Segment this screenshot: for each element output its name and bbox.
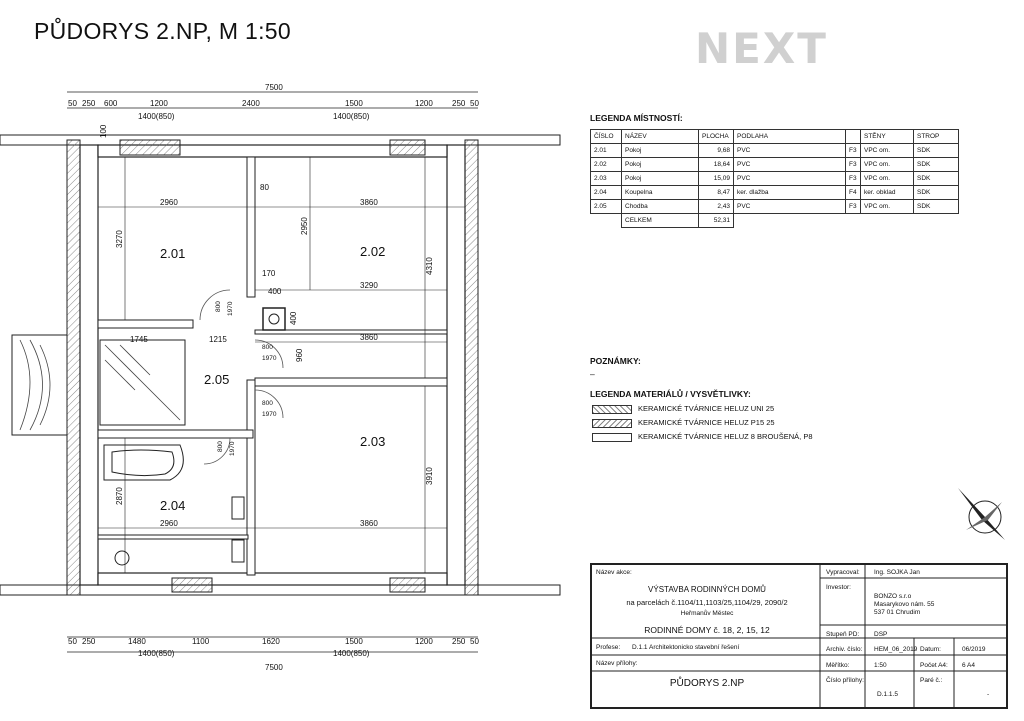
door-label: 1970 [229,441,236,456]
cell: VPC om. [861,200,914,214]
meritko-label: Měřítko: [826,662,850,669]
cell: Koupelna [622,186,699,200]
door-label: 800 [217,441,224,452]
dim-bottom: 1500 [345,637,363,646]
profese-label: Profese: [596,644,621,651]
formaty-label: Počet A4: [920,662,948,669]
room-label-2.02: 2.02 [360,244,386,259]
legend-header: ČÍSLO [591,130,622,144]
datum-value: 06/2019 [962,646,986,653]
legend-header: STĚNY [861,130,914,144]
dim-inner: 3270 [115,230,124,248]
cell: Pokoj [622,144,699,158]
dim-top: 1500 [345,99,363,108]
investor-line: 537 01 Chrudim [874,609,921,616]
dim-inner: 4310 [425,257,434,275]
cell: PVC [734,144,846,158]
cell: SDK [914,158,959,172]
stupen-value: DSP [874,631,888,638]
investor-label: Investor: [826,584,851,591]
akce-line: Heřmanův Městec [680,610,734,617]
legend-rooms-title: LEGENDA MÍSTNOSTÍ: [590,113,683,123]
cell: 2.04 [591,186,622,200]
notes-title: POZNÁMKY: [590,356,641,366]
cell: 2,43 [699,200,734,214]
dim-inner: 2960 [160,198,178,207]
material-item [592,404,774,414]
dim-inner: 1745 [130,335,148,344]
cell: F3 [846,172,861,186]
cell: SDK [914,186,959,200]
table-row [591,158,959,172]
legend-header [846,130,861,144]
door-label: 800 [262,400,273,407]
dim-inner: 170 [262,269,276,278]
materials-title: LEGENDA MATERIÁLŮ / VYSVĚTLIVKY: [590,389,751,399]
dim-inner: 2960 [160,519,178,528]
cell: VPC om. [861,158,914,172]
cell: 18,64 [699,158,734,172]
akce-line: RODINNÉ DOMY č. 18, 2, 15, 12 [644,625,770,635]
material-item [592,418,775,428]
dim-top: 1200 [415,99,433,108]
table-row [591,144,959,158]
dim-opening: 1400(850) [333,112,370,121]
dim-bottom: 1480 [128,637,146,646]
dim-bottom: 1200 [415,637,433,646]
cell: 9,68 [699,144,734,158]
dim-opening: 1400(850) [333,649,370,658]
notes-text: – [590,369,595,379]
datum-label: Datum: [920,646,941,653]
cell: Pokoj [622,158,699,172]
archiv-label: Archiv. číslo: [826,646,863,653]
cell: PVC [734,172,846,186]
cell: Pokoj [622,172,699,186]
dim-total-top: 7500 [265,83,283,92]
dim-inner: 2870 [115,487,124,505]
dim-inner: 960 [295,348,304,362]
material-label: KERAMICKÉ TVÁRNICE HELUZ UNI 25 [638,404,775,413]
table-row [591,172,959,186]
total-label: CELKEM [622,214,699,228]
room-label-2.01: 2.01 [160,246,186,261]
door-label: 800 [262,344,273,351]
cell: 2.03 [591,172,622,186]
dim-bottom: 250 [82,637,96,646]
legend-rooms-table [590,129,959,228]
pare-value: - [987,691,990,698]
formaty-value: 6 A4 [962,662,976,669]
dim-top: 600 [104,99,118,108]
cell: F3 [846,144,861,158]
dim-inner: 3860 [360,198,378,207]
dim-inner: 3910 [425,467,434,485]
total-value: 52,31 [699,214,734,228]
dim-bottom: 50 [470,637,479,646]
cell: SDK [914,172,959,186]
akce-line: na parcelách č.1104/11,1103/25,1104/29, 2090/2 [626,598,788,607]
dim-inner: 100 [99,124,108,138]
dim-inner: 3860 [360,333,378,342]
cell: F3 [846,158,861,172]
priloha-value: PŮDORYS 2.NP [669,678,745,689]
investor-line: BONZO s.r.o [874,593,912,600]
akce-label: Název akce: [596,569,632,576]
cell: VPC om. [861,144,914,158]
table-row [591,200,959,214]
dim-inner: 80 [260,183,269,192]
cell: 2.02 [591,158,622,172]
table-row-total [591,214,959,228]
material-label: KERAMICKÉ TVÁRNICE HELUZ P15 25 [638,418,775,427]
door-label: 1970 [262,411,277,418]
vypracoval-value: Ing. SOJKA Jan [874,569,920,576]
pare-label: Paré č.: [920,677,943,684]
north-arrow-icon [958,488,1005,540]
dim-top: 50 [470,99,479,108]
material-label: KERAMICKÉ TVÁRNICE HELUZ 8 BROUŠENÁ, P8 [638,432,813,441]
stupen-label: Stupeň PD: [826,631,860,638]
cell: F3 [846,200,861,214]
drawing-title: PŮDORYS 2.NP, M 1:50 [34,18,291,44]
dim-bottom: 1100 [192,637,210,646]
dim-top: 50 [68,99,77,108]
cell: 15,09 [699,172,734,186]
dim-top: 250 [82,99,96,108]
title-block [590,563,1008,709]
cell: ker. obklad [861,186,914,200]
dim-inner: 1215 [209,335,227,344]
dim-inner: 400 [289,311,298,325]
archiv-value: HEM_06_2019 [874,646,918,653]
cell: F4 [846,186,861,200]
door-label: 800 [215,301,222,312]
cell: 8,47 [699,186,734,200]
vypracoval-label: Vypracoval: [826,569,860,576]
legend-header: PLOCHA [699,130,734,144]
dim-inner: 3860 [360,519,378,528]
dim-inner: 2950 [300,217,309,235]
door-label: 1970 [227,301,234,316]
investor-line: Masarykovo nám. 55 [874,601,935,608]
cell: PVC [734,200,846,214]
profese-value: D.1.1 Architektonicko stavební řešení [632,644,740,651]
cell: SDK [914,200,959,214]
cell: Chodba [622,200,699,214]
akce-line: VÝSTAVBA RODINNÝCH DOMŮ [648,585,766,594]
cell: 2.05 [591,200,622,214]
priloha-label: Název přílohy: [596,660,638,667]
dim-top: 1200 [150,99,168,108]
legend-header: PODLAHA [734,130,846,144]
cell: PVC [734,158,846,172]
cell: ker. dlažba [734,186,846,200]
dim-opening: 1400(850) [138,112,175,121]
dim-top: 250 [452,99,466,108]
dim-inner: 400 [268,287,282,296]
dim-total-bottom: 7500 [265,663,283,672]
dim-opening: 1400(850) [138,649,175,658]
room-label-2.05: 2.05 [204,372,230,387]
dim-bottom: 1620 [262,637,280,646]
meritko-value: 1:50 [874,662,887,669]
dim-bottom: 250 [452,637,466,646]
dim-top: 2400 [242,99,260,108]
legend-header: STROP [914,130,959,144]
room-label-2.03: 2.03 [360,434,386,449]
dim-bottom: 50 [68,637,77,646]
door-label: 1970 [262,355,277,362]
cell: 2.01 [591,144,622,158]
dim-inner: 3290 [360,281,378,290]
material-item [592,432,813,442]
room-label-2.04: 2.04 [160,498,186,513]
cell: VPC om. [861,172,914,186]
cislo-value: D.1.1.5 [877,691,898,698]
legend-header: NÁZEV [622,130,699,144]
cislo-label: Číslo přílohy: [826,677,864,684]
next-logo: NEXT [695,24,828,73]
cell: SDK [914,144,959,158]
table-row [591,186,959,200]
